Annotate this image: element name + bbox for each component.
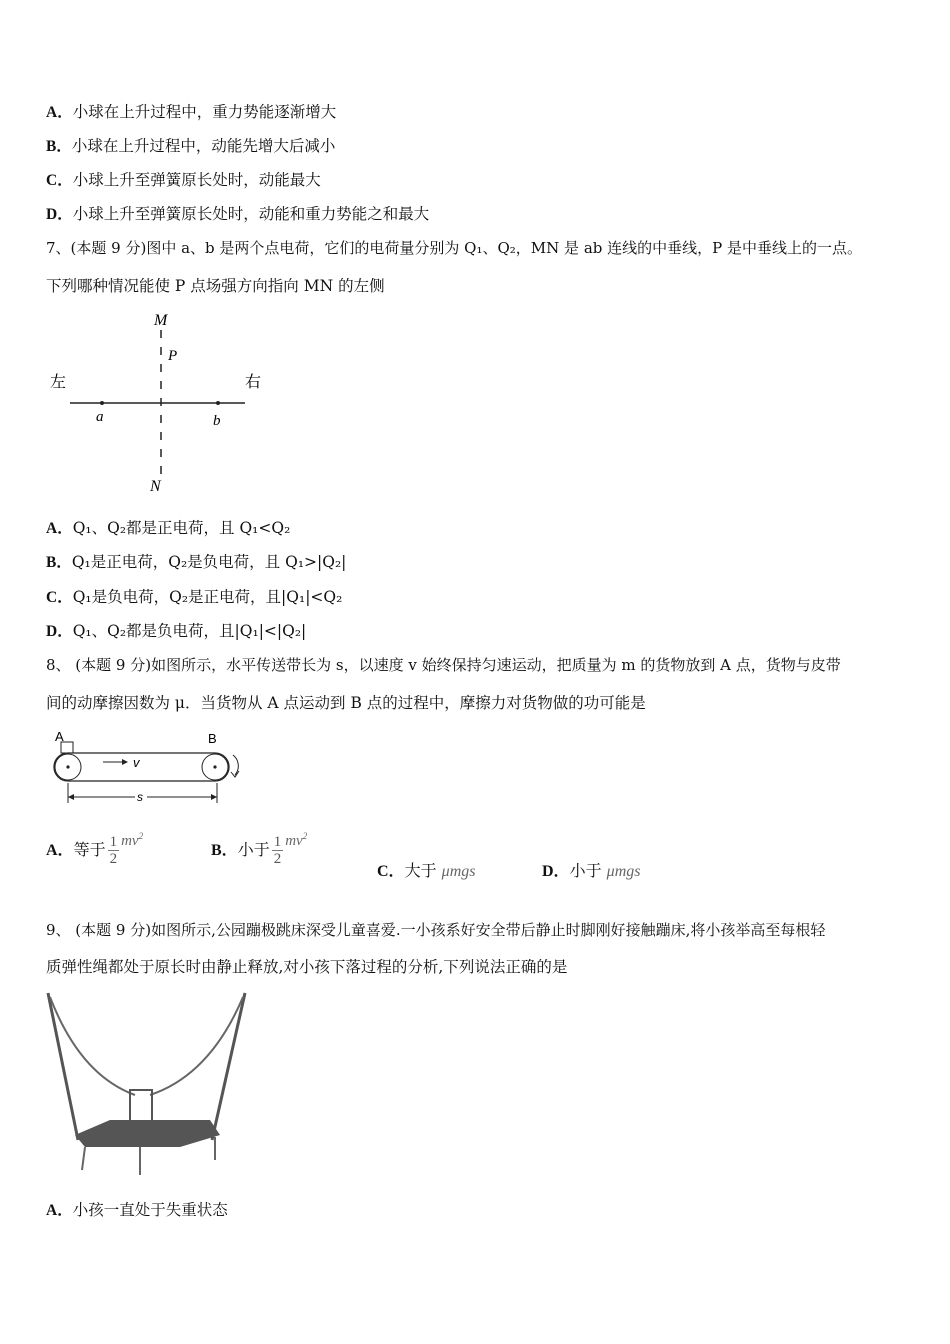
label-s: s: [137, 790, 143, 804]
option-text: 小球上升至弹簧原长处时，动能和重力势能之和最大: [72, 205, 430, 223]
option-label: B．: [211, 842, 238, 859]
option-label: B．: [46, 554, 72, 571]
q8-stem-line1: 8、 (本题 9 分)如图所示，水平传送带长为 s，以速度 v 始终保持匀速运动，把质量为 m 的货物放到 A 点，货物与皮带: [46, 656, 841, 674]
q6-option-d: [46, 204, 429, 225]
q6-option-b: [46, 136, 335, 157]
q6-option-c: [46, 170, 321, 191]
option-text: 小于: [237, 840, 270, 859]
q7-option-a: [46, 518, 290, 539]
q7-stem-line1: 7、(本题 9 分)图中 a、b 是两个点电荷，它们的电荷量分别为 Q₁、Q₂，MN 是 ab 连线的中垂线，P 是中垂线上的一点。: [46, 239, 862, 257]
label-left: 左: [50, 372, 67, 391]
option-text: Q₁、Q₂都是负电荷，且|Q₁|<|Q₂|: [72, 622, 307, 640]
option-text: Q₁、Q₂都是正电荷，且 Q₁<Q₂: [72, 519, 291, 537]
option-text: 小于: [569, 861, 602, 880]
option-label: B．: [46, 138, 72, 155]
option-label: D．: [46, 206, 73, 223]
option-text: Q₁是正电荷，Q₂是负电荷，且 Q₁>|Q₂|: [71, 553, 347, 571]
q8-option-a: A．等于 $\frac{1}{2}$ $mv^2$: [46, 831, 144, 867]
option-label: C．: [46, 172, 73, 189]
option-text: 小球上升至弹簧原长处时，动能最大: [72, 171, 321, 189]
option-label: D．: [542, 863, 570, 880]
option-label: A．: [46, 520, 73, 537]
option-label: A．: [46, 842, 74, 859]
option-text: 等于: [73, 840, 106, 859]
charge-b-dot: [216, 401, 220, 405]
q9-stem-line2: 质弹性绳都处于原长时由静止释放,对小孩下落过程的分析,下列说法正确的是: [46, 958, 568, 976]
q9-stem-line1: 9、 (本题 9 分)如图所示,公园蹦极跳床深受儿童喜爱.一小孩系好安全带后静止时脚刚好接触蹦床,将小孩举高至每根轻: [46, 921, 826, 939]
q8-stem-line2: 间的动摩擦因数为 μ．当货物从 A 点运动到 B 点的过程中，摩擦力对货物做的功可能是: [46, 694, 646, 712]
label-n: N: [150, 478, 161, 495]
option-label: D．: [46, 623, 73, 640]
option-text: 小孩一直处于失重状态: [72, 1201, 228, 1219]
q9-trampoline-photo: [40, 985, 250, 1185]
option-label: A．: [46, 1202, 73, 1219]
q7-option-d: [46, 621, 306, 642]
option-text: 大于: [404, 861, 437, 880]
belt: [54, 753, 229, 781]
q7-option-b: [46, 552, 346, 573]
q8-conveyor-diagram: [45, 725, 255, 810]
q7-option-c: [46, 587, 342, 608]
option-text: 小球在上升过程中，重力势能逐渐增大: [72, 103, 337, 121]
option-label: C．: [377, 863, 405, 880]
label-v: v: [133, 755, 140, 770]
q8-option-b: B．小于 $\frac{1}{2}$ $mv^2$: [211, 831, 308, 867]
fraction: $\frac{1}{2}$: [273, 834, 282, 867]
label-b: B: [208, 731, 217, 746]
charge-a-dot: [100, 401, 104, 405]
label-b: b: [213, 413, 221, 429]
q7-charge-diagram: [40, 305, 280, 500]
q8-option-c: C．大于 μmgs: [377, 861, 476, 880]
label-a: A: [55, 729, 64, 744]
q7-stem-line2: 下列哪种情况能使 P 点场强方向指向 MN 的左侧: [46, 277, 385, 295]
q8-option-d: D．小于 μmgs: [542, 861, 641, 880]
fraction: $\frac{1}{2}$: [109, 834, 118, 867]
option-label: C．: [46, 589, 73, 606]
option-label: A．: [46, 104, 73, 121]
q9-option-a: [46, 1200, 228, 1221]
q6-option-a: [46, 102, 336, 123]
label-right: 右: [245, 372, 262, 391]
label-a: a: [96, 409, 104, 425]
label-m: M: [154, 312, 168, 329]
label-p: P: [168, 348, 178, 364]
option-text: 小球在上升过程中，动能先增大后减小: [71, 137, 336, 155]
option-text: Q₁是负电荷，Q₂是正电荷，且|Q₁|<Q₂: [72, 588, 343, 606]
